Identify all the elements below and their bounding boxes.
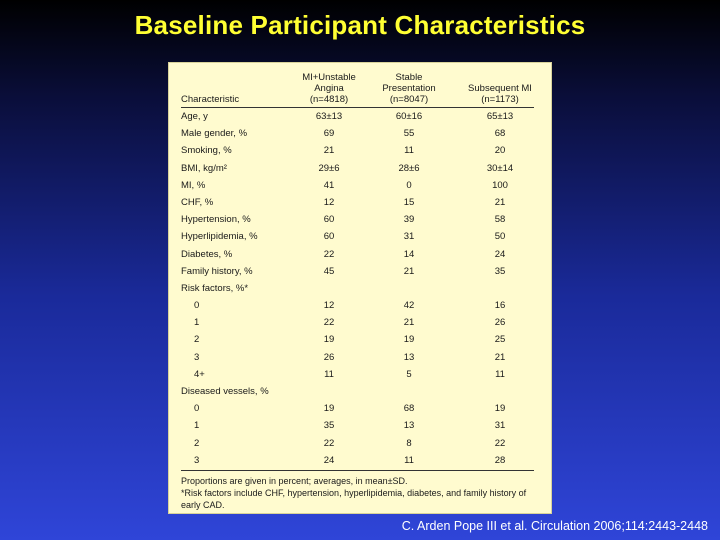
table-row: [181, 108, 534, 125]
value-subsequent-mi: 65±13: [486, 111, 514, 122]
value-mi-unstable-angina: 63±13: [315, 111, 343, 122]
value-stable-presentation: 39: [403, 214, 415, 226]
row-label: BMI, kg/m²: [181, 162, 227, 174]
value-subsequent-mi: 21: [494, 351, 506, 363]
value-mi-unstable-angina: 22: [323, 248, 335, 260]
table-row: [181, 400, 534, 417]
table-row: [181, 366, 534, 383]
value-stable-presentation: 42: [403, 300, 415, 312]
value-subsequent-mi: 100: [492, 179, 508, 191]
value-mi-unstable-angina: 22: [323, 317, 335, 329]
value-subsequent-mi: 25: [494, 334, 506, 346]
value-stable-presentation: 21: [403, 265, 415, 277]
row-label: Diabetes, %: [181, 248, 233, 260]
value-stable-presentation: 5: [406, 368, 412, 380]
table-row: [181, 211, 534, 228]
row-label: Diseased vessels, %: [181, 386, 269, 397]
value-mi-unstable-angina: 12: [323, 300, 335, 312]
value-subsequent-mi: 58: [494, 214, 506, 226]
value-stable-presentation: 13: [403, 420, 415, 432]
value-stable-presentation: 28±6: [398, 162, 420, 174]
value-mi-unstable-angina: 11: [324, 368, 334, 380]
characteristics-table: [168, 62, 552, 514]
table-row: [181, 383, 534, 400]
row-label: 3: [194, 351, 200, 363]
footnote-risk-factors: *Risk factors include CHF, hypertension, hyperlipidemia, diabetes, and family history of early CAD.: [181, 487, 527, 510]
value-subsequent-mi: 16: [494, 300, 506, 312]
header-characteristic: Characteristic: [181, 94, 240, 105]
row-label: Hyperlipidemia, %: [181, 231, 258, 243]
footnote-proportions: Proportions are given in percent; averages, in mean±SD.: [181, 475, 408, 486]
table-row: [181, 142, 534, 159]
table-row: [181, 314, 534, 331]
value-mi-unstable-angina: 26: [323, 351, 335, 363]
value-mi-unstable-angina: 41: [323, 179, 335, 191]
table-row: [181, 435, 534, 452]
table-row: [181, 263, 534, 280]
table-footnotes: [181, 471, 534, 511]
value-subsequent-mi: 28: [494, 454, 506, 466]
table-row: [181, 331, 534, 348]
table-row: [181, 349, 534, 366]
value-subsequent-mi: 31: [494, 420, 506, 432]
value-subsequent-mi: 20: [494, 145, 506, 157]
value-subsequent-mi: 24: [494, 248, 506, 260]
table-row: [181, 280, 534, 297]
row-label: Hypertension, %: [181, 214, 251, 226]
citation: C. Arden Pope III et al. Circulation 2006;114:2443-2448: [401, 519, 708, 533]
value-stable-presentation: 8: [406, 437, 412, 449]
value-stable-presentation: 68: [403, 403, 415, 415]
table-row: [181, 177, 534, 194]
row-label: 0: [194, 403, 200, 415]
value-stable-presentation: 55: [403, 128, 415, 140]
row-label: 4+: [194, 368, 205, 380]
table-body: [181, 67, 534, 511]
value-mi-unstable-angina: 21: [323, 145, 335, 157]
row-label: Family history, %: [181, 265, 253, 277]
value-stable-presentation: 13: [403, 351, 415, 363]
row-label: 1: [194, 317, 200, 329]
value-subsequent-mi: 19: [494, 403, 506, 415]
value-stable-presentation: 60±16: [395, 111, 423, 122]
value-mi-unstable-angina: 29±6: [318, 162, 340, 174]
header-subsequent-mi: Subsequent MI (n=1173): [468, 83, 532, 105]
row-label: 2: [194, 334, 200, 346]
row-label: Risk factors, %*: [181, 282, 249, 294]
table-row: [181, 417, 534, 434]
value-mi-unstable-angina: 69: [323, 128, 335, 140]
value-mi-unstable-angina: 45: [323, 265, 335, 277]
row-label: Smoking, %: [181, 145, 232, 157]
slide-title: Baseline Participant Characteristics: [134, 10, 586, 40]
table-row: [181, 194, 534, 211]
table-row: [181, 125, 534, 142]
value-subsequent-mi: 30±14: [486, 162, 514, 174]
row-label: 1: [194, 420, 200, 432]
value-subsequent-mi: 26: [494, 317, 506, 329]
value-subsequent-mi: 11: [495, 368, 505, 380]
table-row: [181, 452, 534, 469]
value-mi-unstable-angina: 24: [323, 454, 335, 466]
value-mi-unstable-angina: 19: [323, 334, 335, 346]
table-rows: [181, 108, 534, 469]
value-stable-presentation: 19: [403, 334, 415, 346]
value-mi-unstable-angina: 60: [323, 214, 335, 226]
table-row: [181, 297, 534, 314]
value-subsequent-mi: 22: [494, 437, 506, 449]
value-subsequent-mi: 21: [494, 196, 506, 208]
table-header: [181, 67, 534, 108]
table-row: [181, 160, 534, 177]
row-label: Age, y: [181, 111, 208, 122]
row-label: CHF, %: [181, 196, 214, 208]
row-label: Male gender, %: [181, 128, 248, 140]
row-label: 0: [194, 300, 200, 312]
row-label: MI, %: [181, 179, 206, 191]
row-label: 3: [194, 454, 200, 466]
value-mi-unstable-angina: 22: [323, 437, 335, 449]
value-stable-presentation: 31: [403, 231, 415, 243]
table-row: [181, 228, 534, 245]
header-stable-presentation: Stable Presentation (n=8047): [382, 72, 436, 105]
value-stable-presentation: 15: [403, 196, 415, 208]
value-mi-unstable-angina: 19: [323, 403, 335, 415]
table-row: [181, 246, 534, 263]
value-subsequent-mi: 50: [494, 231, 506, 243]
row-label: 2: [194, 437, 200, 449]
value-subsequent-mi: 68: [494, 128, 506, 140]
value-mi-unstable-angina: 60: [323, 231, 335, 243]
value-stable-presentation: 14: [403, 248, 415, 260]
header-mi-unstable-angina: MI+Unstable Angina (n=4818): [302, 72, 356, 105]
value-stable-presentation: 21: [403, 317, 415, 329]
value-mi-unstable-angina: 35: [323, 420, 335, 432]
value-stable-presentation: 11: [404, 145, 414, 157]
value-stable-presentation: 11: [404, 454, 414, 466]
value-subsequent-mi: 35: [494, 265, 506, 277]
value-mi-unstable-angina: 12: [323, 196, 335, 208]
value-stable-presentation: 0: [406, 179, 412, 191]
